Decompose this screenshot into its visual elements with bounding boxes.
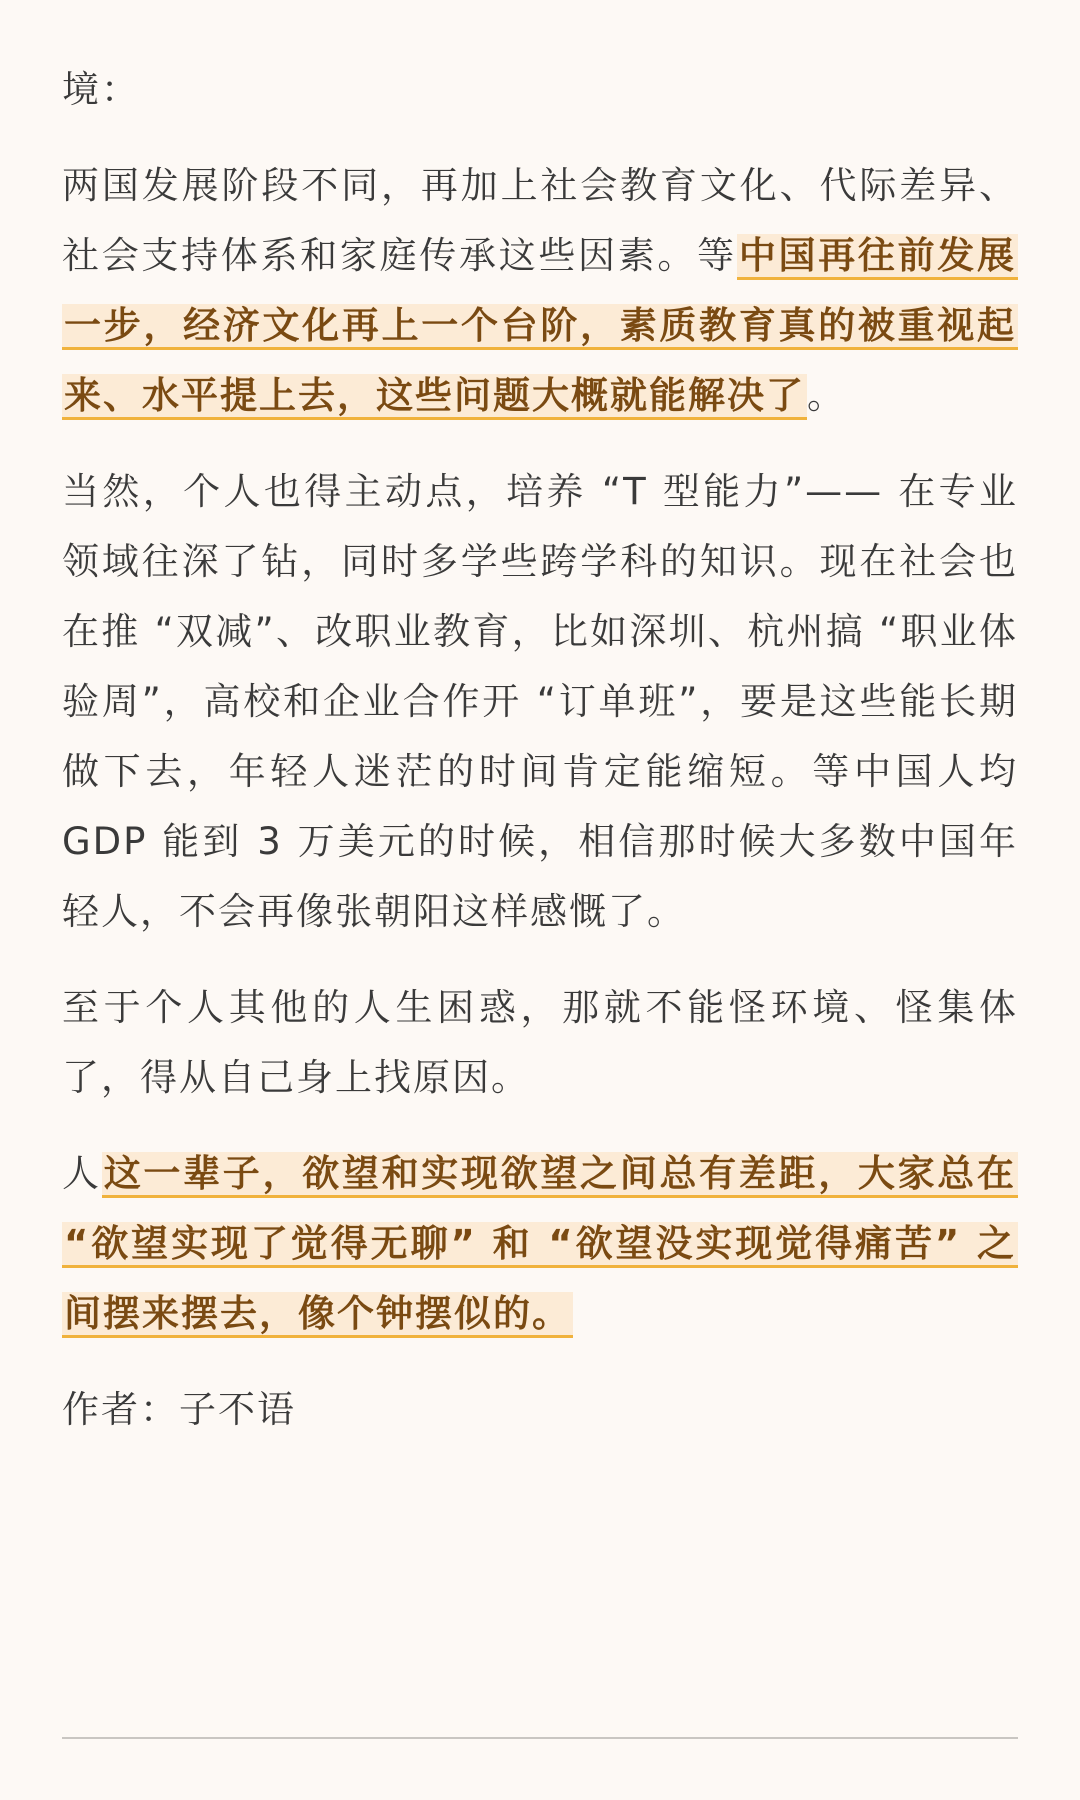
paragraph-desire-pendulum xyxy=(62,1139,1018,1349)
paragraph-fragment: 境： xyxy=(62,68,140,111)
author-line: 作者：子不语 xyxy=(62,1388,296,1431)
paragraph-personal-confusion: 至于个人其他的人生困惑，那就不能怪环境、怪集体了，得从自己身上找原因。 xyxy=(62,986,1018,1099)
paragraph-text: 。 xyxy=(807,374,846,417)
paragraph-text: 人 xyxy=(62,1152,102,1195)
highlighted-text: 中国再往前发展一步，经济文化再上一个台阶，素质教育真的被重视起来、水平提上去，这些问题大概就能解决了 xyxy=(62,234,1018,420)
paragraph-text: 两国发展阶段不同，再加上社会教育文化、代际差异、社会支持体系和家庭传承这些因素。等 xyxy=(62,164,1018,277)
paragraph-development-stages xyxy=(62,151,1018,431)
bottom-divider xyxy=(62,1737,1018,1739)
paragraph-t-shaped-ability: 当然，个人也得主动点，培养 “T 型能力”—— 在专业领域往深了钻，同时多学些跨学科的知识。现在社会也在推 “双减”、改职业教育，比如深圳、杭州搞 “职业体验周”，高校和企业合作开 “订单班”，要是这些能长期做下去，年轻人迷茫的时间肯定能缩短。等中国人均 GDP 能到 3 万美元的时候，相信那时候大多数中国年轻人，不会再像张朝阳这样感慨了。 xyxy=(62,470,1018,933)
highlighted-text: 这一辈子，欲望和实现欲望之间总有差距，大家总在 “欲望实现了觉得无聊” 和 “欲望没实现觉得痛苦” 之间摆来摆去，像个钟摆似的。 xyxy=(62,1152,1018,1338)
